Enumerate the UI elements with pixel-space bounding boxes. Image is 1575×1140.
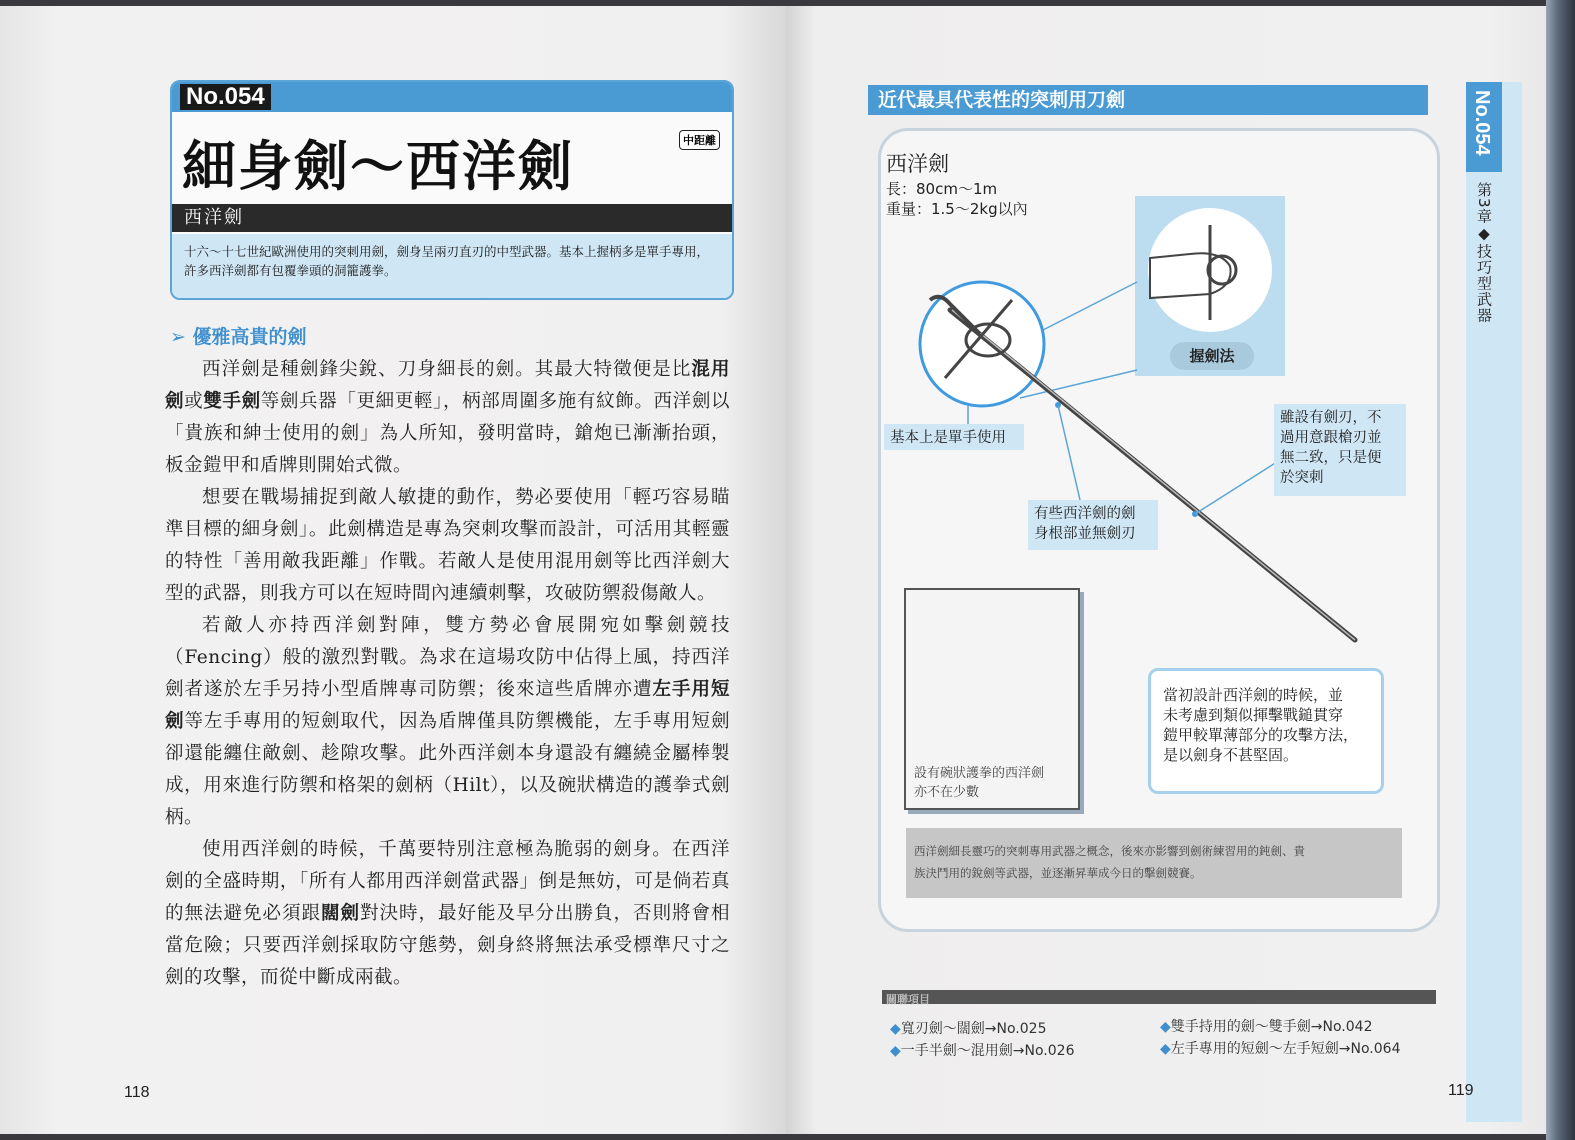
cup-hilt-caption-line: 設有碗狀護拳的西洋劍 bbox=[914, 766, 1045, 781]
text-run: 西洋劍是種劍鋒尖銳、刀身細長的劍。其最大特徵便是比 bbox=[202, 359, 692, 380]
blade-pointer bbox=[1195, 460, 1280, 514]
related-link[interactable] bbox=[890, 1040, 1074, 1060]
text-run: 想要在戰場捕捉到敵人敏捷的動作，勢必要使用「輕巧容易瞄準目標的細身劍」。此劍構造是專為突刺攻擊而設計，可活用其輕靈的特性「善用敵我距離」作戰。若敵人是使用混用劍等比西洋劍大型的武器，則我方可以在短時間內連續刺擊，攻破防禦殺傷敵人。 bbox=[165, 487, 730, 604]
text-run: 或 bbox=[184, 391, 204, 412]
bold-term: 闊劍 bbox=[321, 903, 360, 924]
page-number-left: 118 bbox=[124, 1084, 150, 1101]
grip-label: 握劍法 bbox=[1170, 342, 1254, 370]
bold-term: 混用劍 bbox=[165, 359, 730, 412]
bold-term: 左手用短劍 bbox=[165, 679, 730, 732]
caption-line: 族決鬥用的銳劍等武器，並逐漸昇華成今日的擊劍競賽。 bbox=[914, 866, 1202, 880]
related-link-text: 寬刃劍～闊劍→No.025 bbox=[900, 1021, 1047, 1037]
bold-term: 雙手劍 bbox=[203, 391, 261, 412]
sword-weight: 重量：1.5～2kg以內 bbox=[886, 200, 1028, 218]
hand-drawing bbox=[1150, 253, 1231, 298]
callout-blade-line: 雖設有劍刃，不 bbox=[1280, 410, 1382, 426]
related-bar bbox=[882, 990, 1436, 1004]
related-link-text: 雙手持用的劍～雙手劍→No.042 bbox=[1170, 1019, 1373, 1035]
callout-root bbox=[1028, 500, 1158, 550]
related-label: 關聯項目 bbox=[886, 993, 930, 1006]
callout-blade-line: 過用意跟槍刃並 bbox=[1280, 430, 1382, 446]
sword-length: 長：80cm～1m bbox=[886, 180, 998, 198]
diamond-icon: ◆ bbox=[1160, 1041, 1171, 1057]
diamond-icon: ◆ bbox=[1160, 1019, 1171, 1035]
entry-title: 細身劍～西洋劍 bbox=[182, 135, 574, 198]
diamond-icon: ◆ bbox=[890, 1021, 901, 1037]
page-number-right: 119 bbox=[1448, 1082, 1474, 1099]
entry-description: 十六～十七世紀歐洲使用的突刺用劍，劍身呈兩刃直刃的中型武器。基本上握柄多是單手專用，許多西洋劍都有包覆拳頭的洞籠護拳。 bbox=[172, 234, 732, 298]
note-line: 是以劍身不甚堅固。 bbox=[1163, 746, 1299, 764]
callout-one-hand: 基本上是單手使用 bbox=[884, 424, 1024, 450]
callout-root-line: 有些西洋劍的劍 bbox=[1034, 506, 1136, 522]
text-run: 使用西洋劍的時候，千萬要特別注意極為脆弱的劍身。在西洋劍的全盛時期，「所有人都用西洋劍當武器」倒是無妨，可是倘若真的無法避免必須跟 bbox=[165, 839, 730, 924]
note-line: 鎧甲較單薄部分的攻擊方法， bbox=[1163, 726, 1359, 744]
related-link[interactable] bbox=[890, 1018, 1046, 1038]
callout-blade bbox=[1274, 404, 1406, 496]
related-link-text: 一手半劍～混用劍→No.026 bbox=[900, 1043, 1075, 1059]
entry-subtitle: 西洋劍 bbox=[172, 204, 732, 232]
cup-hilt-caption bbox=[914, 764, 1044, 802]
grip-connector-top bbox=[1043, 282, 1137, 330]
note-line: 未考慮到類似揮擊戰鎚貫穿 bbox=[1163, 706, 1344, 724]
range-tag: 中距離 bbox=[679, 130, 720, 150]
cup-hilt-caption-line: 亦不在少數 bbox=[914, 785, 980, 800]
diamond-icon: ◆ bbox=[890, 1043, 901, 1059]
design-note bbox=[1148, 668, 1384, 794]
callout-root-line: 身根部並無劍刃 bbox=[1034, 526, 1136, 542]
text-run: 對決時，最好能及早分出勝負，否則將會相當危險；只要西洋劍採取防守態勢，劍身終將無法承受標準尺寸之劍的攻擊，而從中斷成兩截。 bbox=[165, 903, 730, 988]
side-chapter: 第3章◆技巧型武器 bbox=[1475, 182, 1493, 324]
sword-name: 西洋劍 bbox=[886, 152, 949, 176]
entry-number: No.054 bbox=[180, 84, 271, 110]
side-number: No.054 bbox=[1471, 90, 1493, 156]
caption-line: 西洋劍細長靈巧的突刺專用武器之概念，後來亦影響到劍術練習用的鈍劍、貴 bbox=[914, 844, 1305, 858]
related-link[interactable] bbox=[1160, 1038, 1400, 1058]
callout-blade-line: 無二致，只是便 bbox=[1280, 450, 1382, 466]
text-run: 等左手專用的短劍取代，因為盾牌僅具防禦機能，左手專用短劍卻還能纏住敵劍、趁隙攻擊。此外西洋劍本身還設有纏繞金屬棒製成，用來進行防禦和格架的劍柄（Hilt），以及碗狀構造的護拳式劍柄。 bbox=[165, 711, 730, 828]
illustration-caption bbox=[906, 828, 1402, 898]
illustration-title: 近代最具代表性的突刺用刀劍 bbox=[868, 85, 1428, 115]
root-pointer bbox=[1058, 405, 1080, 500]
related-link-text: 左手專用的短劍～左手短劍→No.064 bbox=[1170, 1041, 1401, 1057]
related-link[interactable] bbox=[1160, 1016, 1372, 1036]
note-line: 當初設計西洋劍的時候，並 bbox=[1163, 686, 1344, 704]
arrow-icon: ➢ bbox=[170, 326, 193, 348]
text-run: 等劍兵器「更細更輕」，柄部周圍多施有紋飾。西洋劍以「貴族和紳士使用的劍」為人所知，發明當時，鎗炮已漸漸抬頭，板金鎧甲和盾牌則開始式微。 bbox=[165, 391, 730, 476]
section-heading-text: 優雅高貴的劍 bbox=[192, 326, 307, 348]
text-run: 若敵人亦持西洋劍對陣，雙方勢必會展開宛如擊劍競技（Fencing）般的激烈對戰。為求在這場攻防中佔得上風，持西洋劍者遂於左手另持小型盾牌專司防禦；後來這些盾牌亦遭 bbox=[165, 615, 730, 700]
callout-blade-line: 於突刺 bbox=[1280, 470, 1324, 486]
hilt-zoom-circle bbox=[920, 282, 1044, 406]
